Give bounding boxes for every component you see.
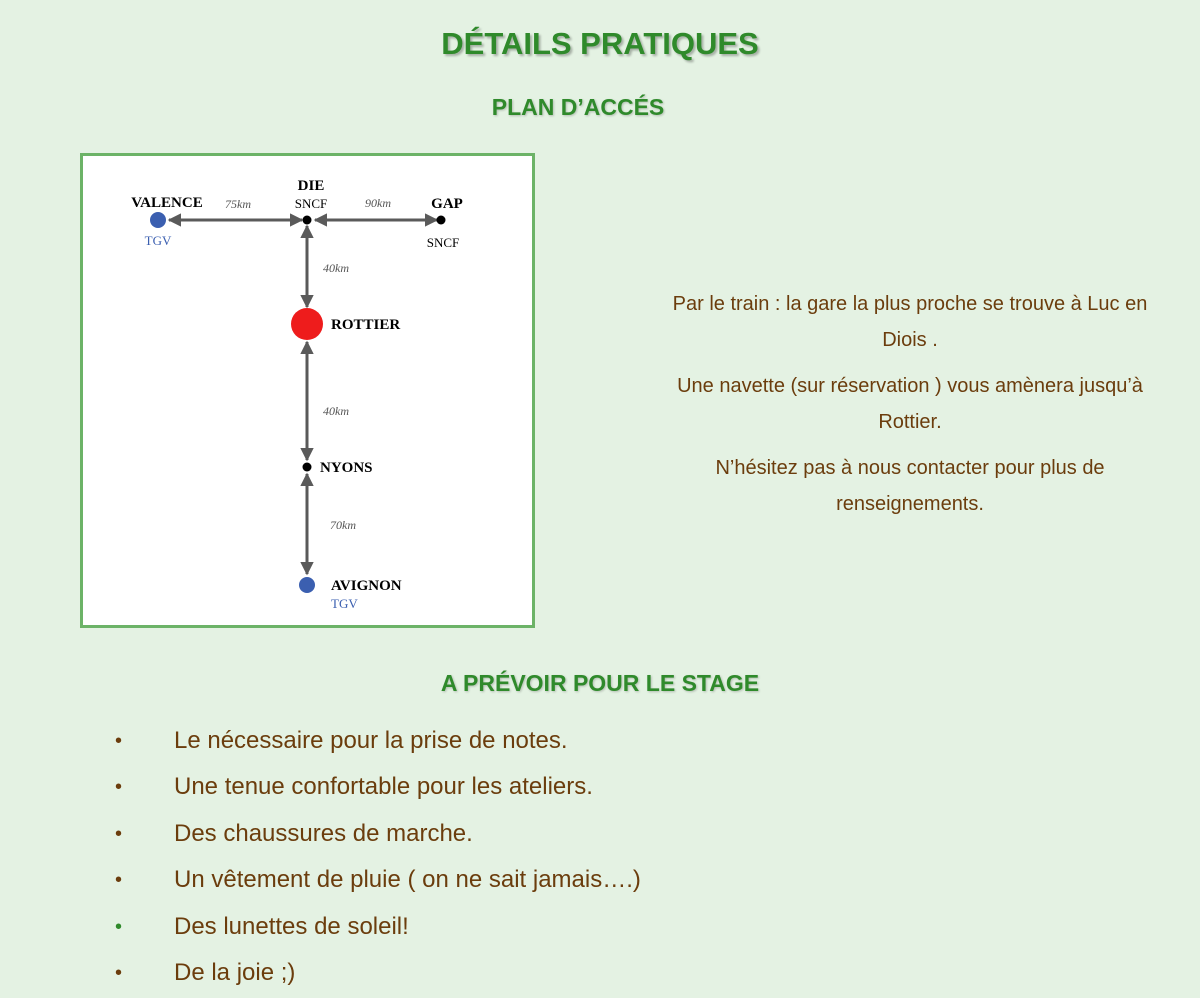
die-label: DIE (297, 178, 325, 194)
distance-die-rottier: 40km (323, 261, 349, 275)
list-item-text: Une tenue confortable pour les ateliers. (174, 773, 593, 801)
avignon-label: AVIGNON (331, 578, 402, 594)
access-plan-heading: PLAN D’ACCÉS (491, 94, 665, 120)
gap-station-dot (437, 216, 446, 225)
list-item (0, 904, 1200, 950)
contact-info-text: N’hésitez pas à nous contacter pour plus de renseignements. (715, 457, 1105, 515)
access-map-diagram (83, 156, 532, 625)
list-item-text: Des chaussures de marche. (174, 819, 473, 847)
avignon-tgv-label: TGV (331, 596, 358, 611)
valence-tgv-label: TGV (144, 233, 172, 248)
distance-rottier-nyons: 40km (323, 404, 349, 418)
list-item (0, 811, 1200, 857)
access-map (80, 153, 535, 628)
list-item-text: Des lunettes de soleil! (174, 912, 409, 940)
list-item (0, 718, 1200, 764)
nyons-label: NYONS (320, 460, 373, 476)
list-item-text: Un vêtement de pluie ( on ne sait jamais….) (174, 866, 641, 894)
list-item (0, 857, 1200, 903)
gap-label: GAP (431, 196, 463, 212)
bullet-icon: • (115, 915, 123, 938)
list-item (0, 764, 1200, 810)
list-item (0, 950, 1200, 996)
die-station-dot (303, 216, 312, 225)
train-info-text: Par le train : la gare la plus proche se trouve à Luc en Diois . (672, 293, 1148, 351)
distance-valence-die: 75km (225, 197, 251, 211)
bullet-icon: • (115, 730, 123, 752)
die-sncf-label: SNCF (294, 196, 328, 211)
rottier-marker (291, 308, 323, 340)
bullet-icon: • (115, 822, 123, 845)
bullet-icon: • (115, 776, 123, 799)
valence-station-dot (150, 212, 166, 228)
access-info (660, 286, 1160, 532)
avignon-station-dot (299, 577, 315, 593)
bullet-icon: • (115, 961, 123, 984)
stage-checklist (0, 718, 1200, 996)
distance-die-gap: 90km (365, 196, 391, 210)
page-title: DÉTAILS PRATIQUES (441, 26, 759, 61)
distance-nyons-avignon: 70km (330, 518, 356, 532)
bullet-icon: • (115, 869, 123, 892)
rottier-label: ROTTIER (331, 317, 401, 333)
nyons-station-dot (303, 463, 312, 472)
shuttle-info-text: Une navette (sur réservation ) vous amènera jusqu’à Rottier. (677, 375, 1143, 433)
valence-label: VALENCE (131, 195, 203, 211)
gap-sncf-label: SNCF (426, 235, 460, 250)
list-item-text: Le nécessaire pour la prise de notes. (174, 727, 568, 754)
stage-checklist-heading: A PRÉVOIR POUR LE STAGE (440, 670, 760, 696)
list-item-text: De la joie ;) (174, 958, 296, 986)
